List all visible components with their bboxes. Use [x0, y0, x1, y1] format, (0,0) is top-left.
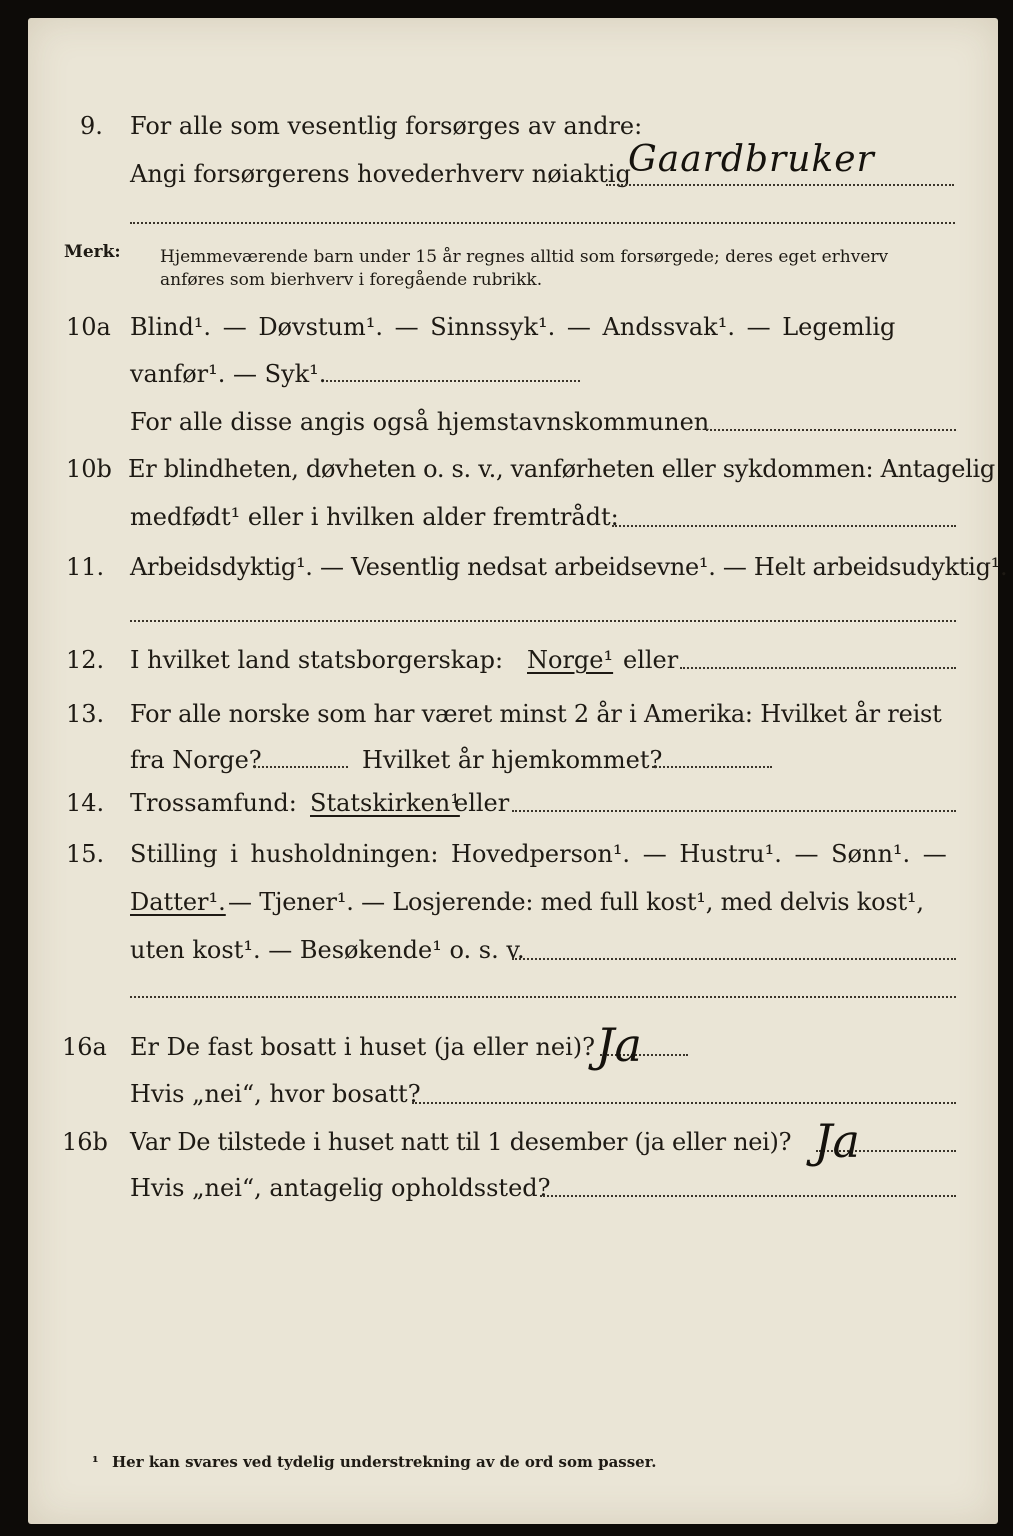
q16a-bosatt-line[interactable] [412, 1102, 956, 1104]
q10b-number: 10b [66, 455, 112, 483]
q14-suffix: eller [454, 789, 510, 817]
q15-line3: uten kost¹. — Besøkende¹ o. s. v. [130, 936, 525, 964]
q14-prefix: Trossamfund: [130, 789, 297, 817]
footnote-text: Her kan svares ved tydelig understrekning av de ord som passer. [112, 1453, 657, 1471]
q13-number: 13. [66, 700, 105, 728]
q10a-hjemstavn-line[interactable] [706, 429, 956, 431]
q10b-line2: medfødt¹ eller i hvilken alder fremtrådt: [130, 503, 619, 531]
q14-number: 14. [66, 789, 105, 817]
q9-answer-line-2[interactable] [130, 222, 955, 224]
q12-number: 12. [66, 646, 105, 674]
q16a-number: 16a [62, 1033, 107, 1061]
q10a-line2: vanfør¹. — Syk¹. [130, 360, 327, 388]
q16b-line2: Hvis „nei“, antagelig opholdssted? [130, 1174, 551, 1202]
merk-line2: anføres som bierhverv i foregående rubrikk. [160, 270, 543, 290]
q15-line2: — Tjener¹. — Losjerende: med full kost¹, med delvis kost¹, [228, 888, 924, 916]
q12-answer-line[interactable] [680, 667, 956, 669]
q10b-line1: Er blindheten, døvheten o. s. v., vanførheten eller sykdommen: Antagelig [128, 455, 995, 483]
q11-line1: Arbeidsdyktig¹. — Vesentlig nedsat arbeidsevne¹. — Helt arbeidsudyktig¹. [130, 553, 1008, 581]
q16b-number: 16b [62, 1128, 108, 1156]
merk-label: Merk: [64, 242, 121, 262]
q15-number: 15. [66, 840, 105, 868]
q12-norge: Norge¹ [527, 646, 614, 674]
q12-prefix: I hvilket land statsborgerskap: [130, 646, 504, 674]
q10a-syk-line[interactable] [326, 380, 580, 382]
q16a-handwritten-answer: Ja [596, 1018, 642, 1072]
q11-answer-line[interactable] [130, 620, 956, 622]
q16b-opholdssted-line[interactable] [540, 1195, 956, 1197]
q9-answer-line[interactable] [606, 184, 954, 186]
q15-answer-line[interactable] [512, 958, 956, 960]
q13-line2b: Hvilket år hjemkommet? [362, 746, 663, 774]
q15-answer-line-2[interactable] [130, 996, 956, 998]
q16b-handwritten-answer: Ja [814, 1114, 860, 1168]
q10b-answer-line[interactable] [612, 525, 956, 527]
q10a-number: 10a [66, 313, 111, 341]
q14-statskirken: Statskirken¹ [310, 789, 460, 817]
merk-line1: Hjemmeværende barn under 15 år regnes alltid som forsørgede; deres eget erhverv [160, 247, 889, 267]
footnote-mark: ¹ [92, 1453, 99, 1471]
q10a-line1: Blind¹. — Døvstum¹. — Sinnssyk¹. — Andssvak¹. — Legemlig [130, 313, 896, 341]
q9-number: 9. [80, 112, 103, 140]
q13-hjemkommet-line[interactable] [652, 766, 772, 768]
q9-line2: Angi forsørgerens hovederhverv nøiaktig [130, 160, 631, 188]
q13-line1: For alle norske som har været minst 2 år i Amerika: Hvilket år reist [130, 700, 942, 728]
q16a-line2: Hvis „nei“, hvor bosatt? [130, 1080, 421, 1108]
q14-answer-line[interactable] [512, 810, 956, 812]
q13-line2a: fra Norge? [130, 746, 262, 774]
q16a-line1: Er De fast bosatt i huset (ja eller nei)? [130, 1033, 596, 1061]
q13-reist-line[interactable] [254, 766, 348, 768]
q12-suffix: eller [623, 646, 679, 674]
q10a-line3: For alle disse angis også hjemstavnskommunen [130, 408, 710, 436]
q15-line1: Stilling i husholdningen: Hovedperson¹. — Hustru¹. — Sønn¹. — [130, 840, 947, 868]
q9-line1: For alle som vesentlig forsørges av andre: [130, 112, 643, 140]
q16b-line1: Var De tilstede i huset natt til 1 desember (ja eller nei)? [130, 1128, 792, 1156]
q15-datter: Datter¹. [130, 888, 226, 916]
q9-handwritten-answer: Gaardbruker [628, 139, 875, 180]
q11-number: 11. [66, 553, 105, 581]
